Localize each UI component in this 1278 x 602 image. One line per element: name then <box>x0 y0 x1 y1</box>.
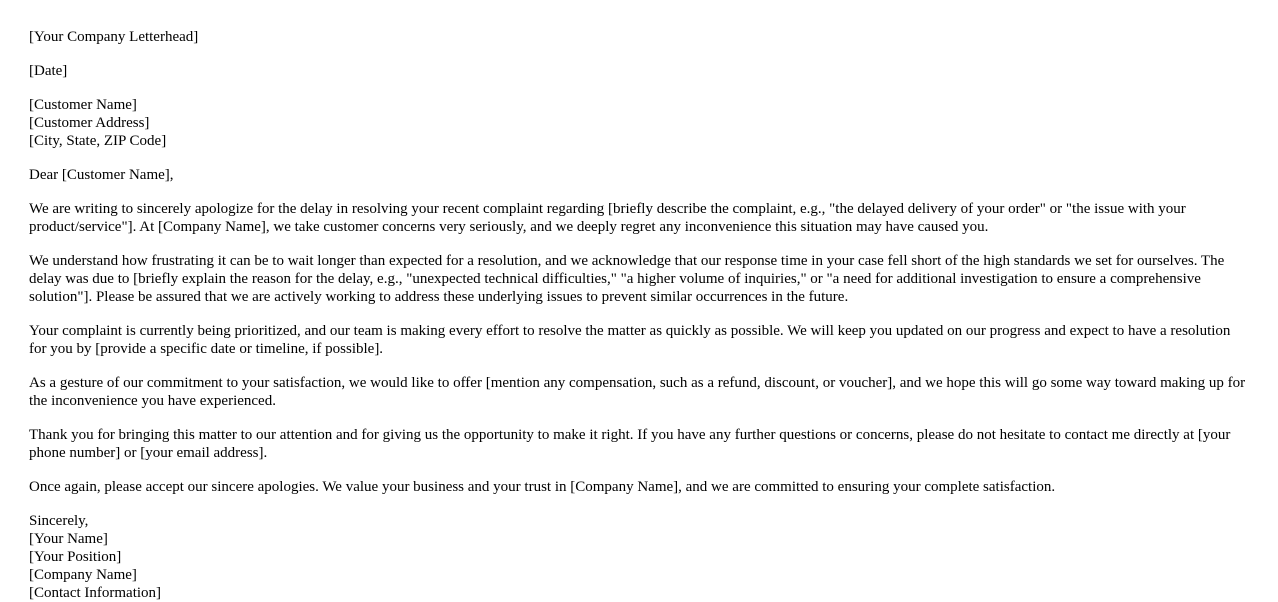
signature-block <box>29 512 1251 602</box>
body-paragraph-apology: We are writing to sincerely apologize for the delay in resolving your recent complaint regarding [briefly describe the complaint, e.g., "the delayed delivery of your order" or "the issue with your product/service"]. At [Company Name], we take customer concerns very seriously, and we deeply regret any inconvenience this situation may have caused you. <box>29 201 1186 235</box>
recipient-city-state-zip: [City, State, ZIP Code] <box>29 133 167 149</box>
recipient-address: [Customer Address] <box>29 115 150 131</box>
signer-company: [Company Name] <box>29 567 137 583</box>
signer-name: [Your Name] <box>29 531 108 547</box>
letter-date: [Date] <box>29 63 68 79</box>
letterhead: [Your Company Letterhead] <box>29 29 199 45</box>
body-paragraph-contact: Thank you for bringing this matter to our attention and for giving us the opportunity to make it right. If you have any further questions or concerns, please do not hesitate to contact me directly at [your phone number] or [your email address]. <box>29 427 1231 461</box>
body-paragraph-final-apology: Once again, please accept our sincere apologies. We value your business and your trust in [Company Name], and we are committed to ensuring your complete satisfaction. <box>29 479 1056 495</box>
recipient-block <box>29 96 1251 150</box>
body-paragraph-delay-reason: We understand how frustrating it can be to wait longer than expected for a resolution, and we acknowledge that our response time in your case fell short of the high standards we set for ourselves. The delay was due to [briefly explain the reason for the delay, e.g., "unexpected technical difficulties," "a higher volume of inquiries," or "a need for additional investigation to ensure a comprehensive solution"]. Please be assured that we are actively working to address these underlying issues to prevent similar occurrences in the future. <box>29 253 1225 305</box>
signer-position: [Your Position] <box>29 549 122 565</box>
recipient-name: [Customer Name] <box>29 97 137 113</box>
salutation: Dear [Customer Name], <box>29 167 174 183</box>
body-paragraph-compensation: As a gesture of our commitment to your satisfaction, we would like to offer [mention any compensation, such as a refund, discount, or voucher], and we hope this will go some way toward making up for the inconvenience you have experienced. <box>29 375 1246 409</box>
valediction: Sincerely, <box>29 513 89 529</box>
letter-document <box>29 28 1251 602</box>
body-paragraph-resolution: Your complaint is currently being prioritized, and our team is making every effort to resolve the matter as quickly as possible. We will keep you updated on our progress and expect to have a resolution for you by [provide a specific date or timeline, if possible]. <box>29 323 1231 357</box>
signer-contact: [Contact Information] <box>29 585 162 601</box>
